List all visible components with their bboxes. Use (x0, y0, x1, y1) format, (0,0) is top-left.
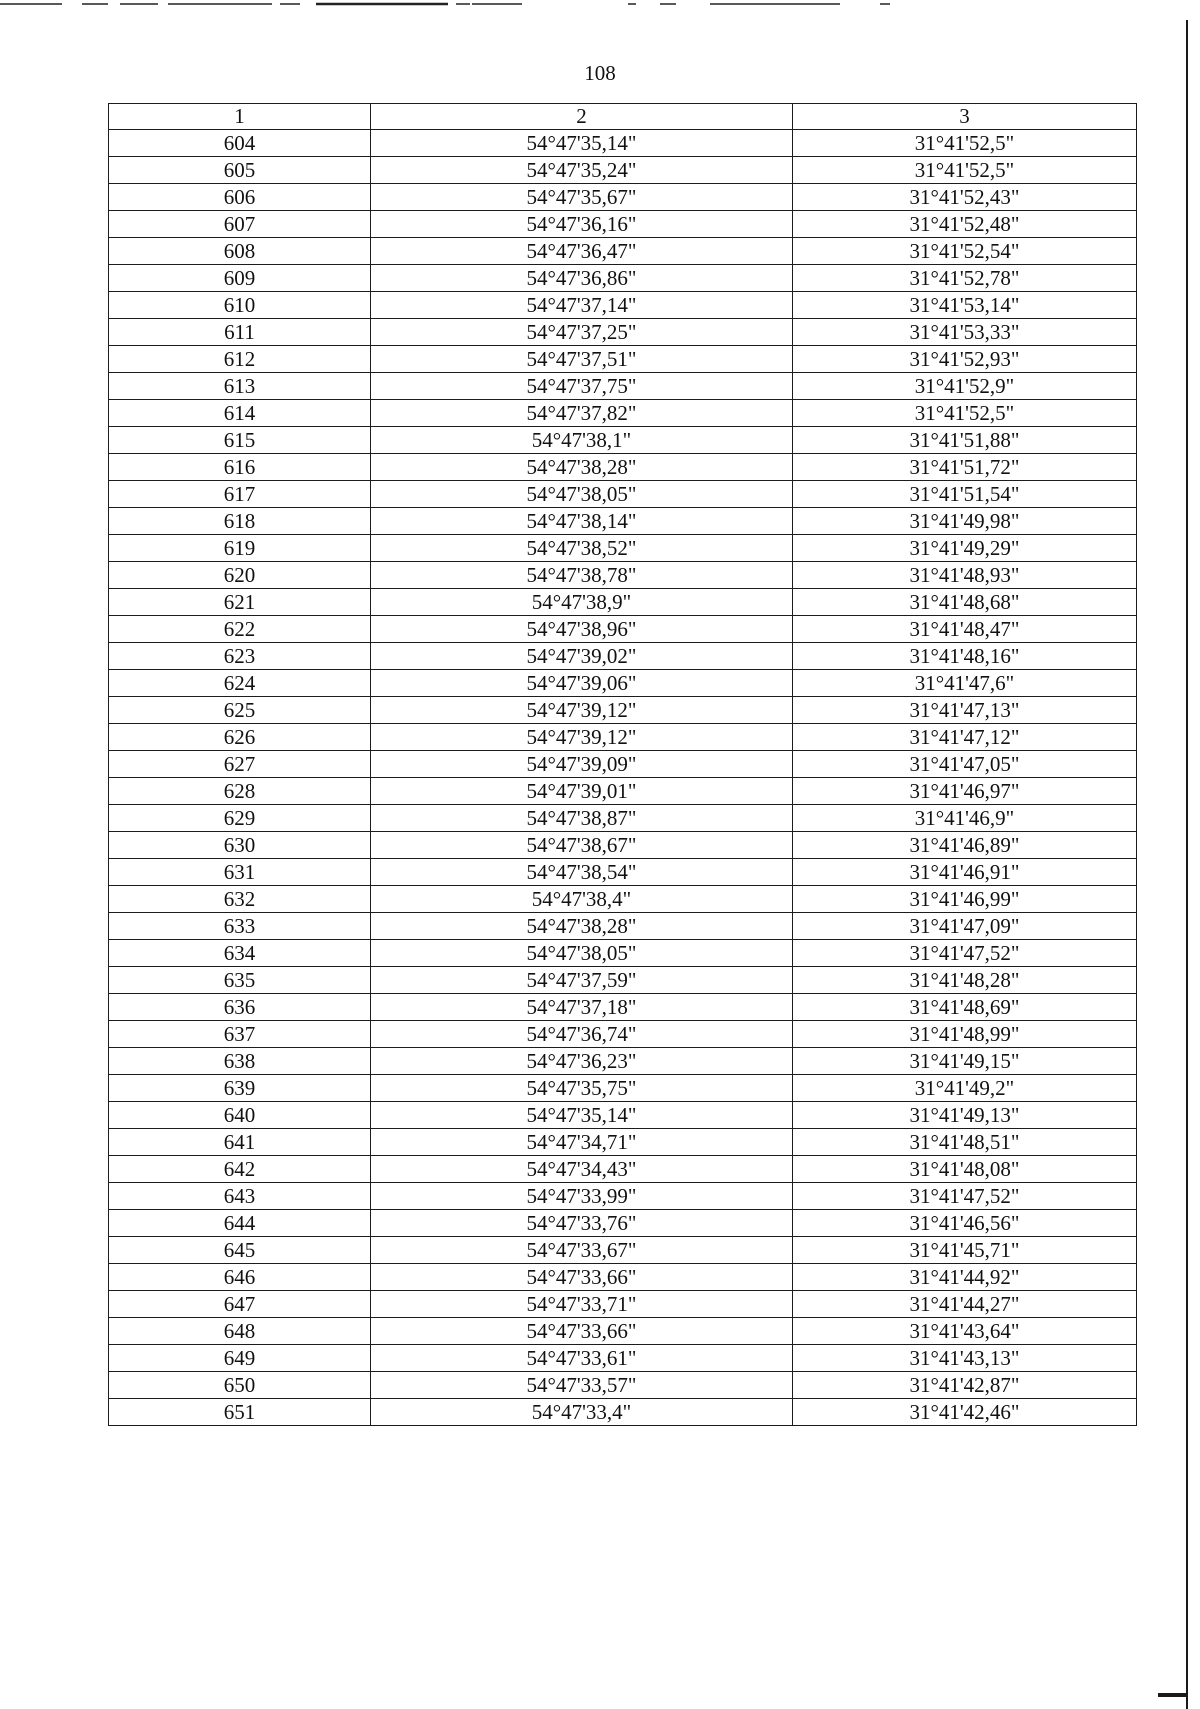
latitude-cell: 54°47'39,12" (371, 724, 793, 751)
table-row (109, 400, 1137, 427)
latitude-cell: 54°47'38,87" (371, 805, 793, 832)
latitude-cell: 54°47'35,75" (371, 1075, 793, 1102)
longitude-cell: 31°41'46,97" (793, 778, 1137, 805)
table-row (109, 778, 1137, 805)
longitude-cell: 31°41'49,15" (793, 1048, 1137, 1075)
table-row (109, 508, 1137, 535)
point-number-cell: 634 (109, 940, 371, 967)
table-row (109, 994, 1137, 1021)
table-row (109, 130, 1137, 157)
point-number-cell: 644 (109, 1210, 371, 1237)
table-row (109, 346, 1137, 373)
longitude-cell: 31°41'45,71" (793, 1237, 1137, 1264)
latitude-cell: 54°47'38,28" (371, 454, 793, 481)
table-row (109, 1075, 1137, 1102)
longitude-cell: 31°41'48,47" (793, 616, 1137, 643)
longitude-cell: 31°41'51,54" (793, 481, 1137, 508)
latitude-cell: 54°47'37,51" (371, 346, 793, 373)
table-row (109, 1345, 1137, 1372)
scan-artifact-right-edge (1186, 20, 1188, 1709)
longitude-cell: 31°41'47,52" (793, 940, 1137, 967)
point-number-cell: 641 (109, 1129, 371, 1156)
point-number-cell: 612 (109, 346, 371, 373)
longitude-cell: 31°41'48,51" (793, 1129, 1137, 1156)
latitude-cell: 54°47'38,52" (371, 535, 793, 562)
table-row (109, 184, 1137, 211)
longitude-cell: 31°41'43,13" (793, 1345, 1137, 1372)
table-row (109, 1237, 1137, 1264)
latitude-cell: 54°47'35,24" (371, 157, 793, 184)
table-row (109, 1048, 1137, 1075)
point-number-cell: 648 (109, 1318, 371, 1345)
point-number-cell: 610 (109, 292, 371, 319)
point-number-cell: 643 (109, 1183, 371, 1210)
point-number-cell: 626 (109, 724, 371, 751)
latitude-cell: 54°47'35,14" (371, 1102, 793, 1129)
table-row (109, 1183, 1137, 1210)
column-header-2: 2 (371, 104, 793, 130)
latitude-cell: 54°47'38,4" (371, 886, 793, 913)
latitude-cell: 54°47'38,9" (371, 589, 793, 616)
table-row (109, 1291, 1137, 1318)
point-number-cell: 633 (109, 913, 371, 940)
point-number-cell: 632 (109, 886, 371, 913)
latitude-cell: 54°47'38,05" (371, 481, 793, 508)
point-number-cell: 651 (109, 1399, 371, 1426)
latitude-cell: 54°47'38,1" (371, 427, 793, 454)
point-number-cell: 631 (109, 859, 371, 886)
latitude-cell: 54°47'33,71" (371, 1291, 793, 1318)
point-number-cell: 640 (109, 1102, 371, 1129)
longitude-cell: 31°41'43,64" (793, 1318, 1137, 1345)
point-number-cell: 611 (109, 319, 371, 346)
table-row (109, 616, 1137, 643)
latitude-cell: 54°47'36,47" (371, 238, 793, 265)
header-row (109, 104, 1137, 130)
latitude-cell: 54°47'36,23" (371, 1048, 793, 1075)
point-number-cell: 630 (109, 832, 371, 859)
point-number-cell: 628 (109, 778, 371, 805)
latitude-cell: 54°47'39,02" (371, 643, 793, 670)
table-row (109, 913, 1137, 940)
point-number-cell: 618 (109, 508, 371, 535)
table-row (109, 1021, 1137, 1048)
table-row (109, 886, 1137, 913)
latitude-cell: 54°47'38,67" (371, 832, 793, 859)
table-row (109, 238, 1137, 265)
longitude-cell: 31°41'52,93" (793, 346, 1137, 373)
latitude-cell: 54°47'38,14" (371, 508, 793, 535)
longitude-cell: 31°41'46,91" (793, 859, 1137, 886)
longitude-cell: 31°41'52,48" (793, 211, 1137, 238)
latitude-cell: 54°47'33,57" (371, 1372, 793, 1399)
latitude-cell: 54°47'37,14" (371, 292, 793, 319)
longitude-cell: 31°41'49,2" (793, 1075, 1137, 1102)
point-number-cell: 617 (109, 481, 371, 508)
longitude-cell: 31°41'51,88" (793, 427, 1137, 454)
latitude-cell: 54°47'35,67" (371, 184, 793, 211)
longitude-cell: 31°41'44,27" (793, 1291, 1137, 1318)
longitude-cell: 31°41'51,72" (793, 454, 1137, 481)
latitude-cell: 54°47'38,28" (371, 913, 793, 940)
scan-artifact-corner (1158, 1693, 1188, 1697)
longitude-cell: 31°41'48,69" (793, 994, 1137, 1021)
longitude-cell: 31°41'52,5" (793, 130, 1137, 157)
point-number-cell: 625 (109, 697, 371, 724)
column-header-3: 3 (793, 104, 1137, 130)
latitude-cell: 54°47'37,18" (371, 994, 793, 1021)
point-number-cell: 639 (109, 1075, 371, 1102)
table-row (109, 643, 1137, 670)
table-row (109, 157, 1137, 184)
point-number-cell: 636 (109, 994, 371, 1021)
longitude-cell: 31°41'44,92" (793, 1264, 1137, 1291)
latitude-cell: 54°47'39,01" (371, 778, 793, 805)
table-row (109, 724, 1137, 751)
latitude-cell: 54°47'33,99" (371, 1183, 793, 1210)
point-number-cell: 622 (109, 616, 371, 643)
column-header-1: 1 (109, 104, 371, 130)
point-number-cell: 607 (109, 211, 371, 238)
table-body (109, 130, 1137, 1426)
longitude-cell: 31°41'46,99" (793, 886, 1137, 913)
table-row (109, 211, 1137, 238)
table-row (109, 1264, 1137, 1291)
point-number-cell: 605 (109, 157, 371, 184)
latitude-cell: 54°47'34,43" (371, 1156, 793, 1183)
table-row (109, 1372, 1137, 1399)
latitude-cell: 54°47'38,54" (371, 859, 793, 886)
point-number-cell: 614 (109, 400, 371, 427)
longitude-cell: 31°41'48,93" (793, 562, 1137, 589)
longitude-cell: 31°41'42,87" (793, 1372, 1137, 1399)
table-row (109, 832, 1137, 859)
point-number-cell: 629 (109, 805, 371, 832)
longitude-cell: 31°41'48,28" (793, 967, 1137, 994)
latitude-cell: 54°47'34,71" (371, 1129, 793, 1156)
table-row (109, 373, 1137, 400)
longitude-cell: 31°41'53,33" (793, 319, 1137, 346)
longitude-cell: 31°41'48,08" (793, 1156, 1137, 1183)
table-row (109, 1102, 1137, 1129)
table-row (109, 697, 1137, 724)
table-row (109, 562, 1137, 589)
table-row (109, 1399, 1137, 1426)
latitude-cell: 54°47'33,66" (371, 1264, 793, 1291)
point-number-cell: 619 (109, 535, 371, 562)
point-number-cell: 621 (109, 589, 371, 616)
longitude-cell: 31°41'46,9" (793, 805, 1137, 832)
point-number-cell: 638 (109, 1048, 371, 1075)
latitude-cell: 54°47'38,78" (371, 562, 793, 589)
coordinates-table (108, 103, 1137, 1426)
table-row (109, 751, 1137, 778)
point-number-cell: 647 (109, 1291, 371, 1318)
latitude-cell: 54°47'33,76" (371, 1210, 793, 1237)
table-row (109, 427, 1137, 454)
point-number-cell: 645 (109, 1237, 371, 1264)
table-row (109, 670, 1137, 697)
point-number-cell: 627 (109, 751, 371, 778)
point-number-cell: 624 (109, 670, 371, 697)
point-number-cell: 620 (109, 562, 371, 589)
latitude-cell: 54°47'37,75" (371, 373, 793, 400)
table-row (109, 535, 1137, 562)
longitude-cell: 31°41'47,6" (793, 670, 1137, 697)
latitude-cell: 54°47'33,67" (371, 1237, 793, 1264)
longitude-cell: 31°41'46,89" (793, 832, 1137, 859)
table-row (109, 1129, 1137, 1156)
point-number-cell: 649 (109, 1345, 371, 1372)
latitude-cell: 54°47'38,05" (371, 940, 793, 967)
longitude-cell: 31°41'47,05" (793, 751, 1137, 778)
longitude-cell: 31°41'47,12" (793, 724, 1137, 751)
page-number: 108 (584, 61, 616, 85)
table-header (109, 104, 1137, 130)
longitude-cell: 31°41'52,43" (793, 184, 1137, 211)
latitude-cell: 54°47'33,66" (371, 1318, 793, 1345)
longitude-cell: 31°41'53,14" (793, 292, 1137, 319)
point-number-cell: 609 (109, 265, 371, 292)
point-number-cell: 650 (109, 1372, 371, 1399)
table-row (109, 1210, 1137, 1237)
table-row (109, 940, 1137, 967)
longitude-cell: 31°41'52,5" (793, 400, 1137, 427)
scan-artifact-top-marks (0, 0, 1200, 10)
longitude-cell: 31°41'47,09" (793, 913, 1137, 940)
latitude-cell: 54°47'39,06" (371, 670, 793, 697)
point-number-cell: 606 (109, 184, 371, 211)
point-number-cell: 642 (109, 1156, 371, 1183)
longitude-cell: 31°41'52,9" (793, 373, 1137, 400)
latitude-cell: 54°47'33,4" (371, 1399, 793, 1426)
latitude-cell: 54°47'36,74" (371, 1021, 793, 1048)
longitude-cell: 31°41'42,46" (793, 1399, 1137, 1426)
latitude-cell: 54°47'35,14" (371, 130, 793, 157)
longitude-cell: 31°41'46,56" (793, 1210, 1137, 1237)
table-row (109, 805, 1137, 832)
latitude-cell: 54°47'39,12" (371, 697, 793, 724)
longitude-cell: 31°41'48,68" (793, 589, 1137, 616)
latitude-cell: 54°47'36,16" (371, 211, 793, 238)
table-row (109, 589, 1137, 616)
table-row (109, 292, 1137, 319)
point-number-cell: 637 (109, 1021, 371, 1048)
table-row (109, 481, 1137, 508)
longitude-cell: 31°41'49,98" (793, 508, 1137, 535)
longitude-cell: 31°41'48,16" (793, 643, 1137, 670)
latitude-cell: 54°47'33,61" (371, 1345, 793, 1372)
latitude-cell: 54°47'39,09" (371, 751, 793, 778)
point-number-cell: 613 (109, 373, 371, 400)
point-number-cell: 623 (109, 643, 371, 670)
longitude-cell: 31°41'47,13" (793, 697, 1137, 724)
point-number-cell: 646 (109, 1264, 371, 1291)
table-row (109, 319, 1137, 346)
latitude-cell: 54°47'37,59" (371, 967, 793, 994)
longitude-cell: 31°41'49,13" (793, 1102, 1137, 1129)
longitude-cell: 31°41'49,29" (793, 535, 1137, 562)
table-row (109, 265, 1137, 292)
latitude-cell: 54°47'36,86" (371, 265, 793, 292)
point-number-cell: 616 (109, 454, 371, 481)
longitude-cell: 31°41'52,54" (793, 238, 1137, 265)
point-number-cell: 615 (109, 427, 371, 454)
longitude-cell: 31°41'47,52" (793, 1183, 1137, 1210)
table-row (109, 967, 1137, 994)
point-number-cell: 604 (109, 130, 371, 157)
table-row (109, 859, 1137, 886)
latitude-cell: 54°47'37,25" (371, 319, 793, 346)
point-number-cell: 635 (109, 967, 371, 994)
point-number-cell: 608 (109, 238, 371, 265)
table-row (109, 1318, 1137, 1345)
table-row (109, 1156, 1137, 1183)
longitude-cell: 31°41'52,78" (793, 265, 1137, 292)
latitude-cell: 54°47'38,96" (371, 616, 793, 643)
table-row (109, 454, 1137, 481)
longitude-cell: 31°41'48,99" (793, 1021, 1137, 1048)
latitude-cell: 54°47'37,82" (371, 400, 793, 427)
longitude-cell: 31°41'52,5" (793, 157, 1137, 184)
